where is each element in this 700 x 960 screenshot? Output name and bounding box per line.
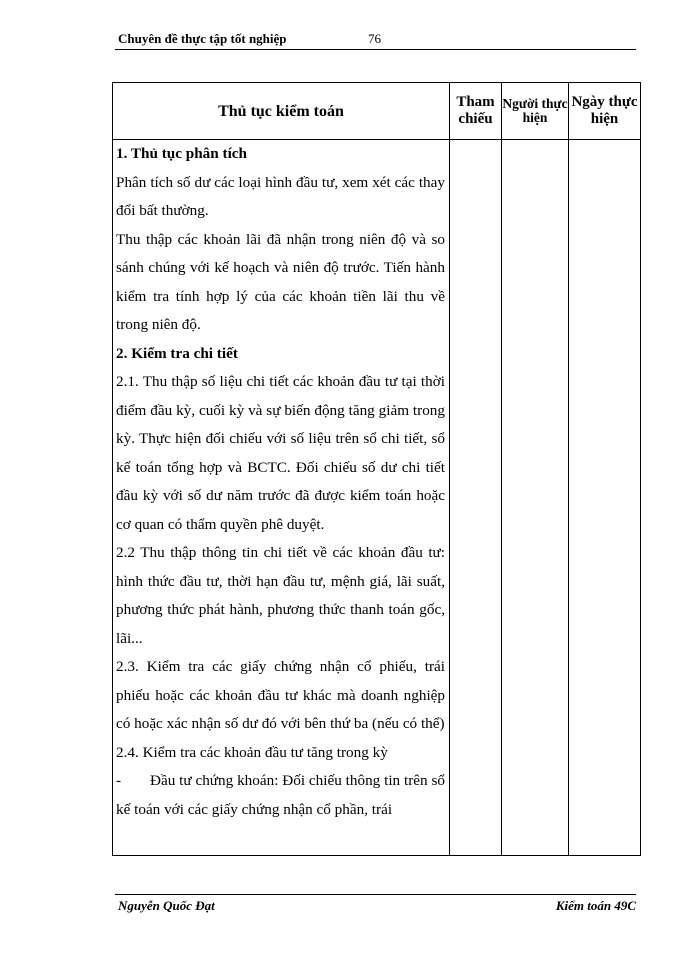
procedure-cell	[113, 140, 450, 856]
footer-class: Kiểm toán 49C	[555, 898, 636, 913]
paragraph: Thu thập các khoản lãi đã nhận trong niên độ và so sánh chúng với kế hoạch và niên độ trước. Tiến hành kiểm tra tính hợp lý của các khoản tiền lãi thu về trong niên độ.	[116, 230, 445, 333]
column-header-reference: Tham chiếu	[450, 83, 502, 140]
dash-bullet: -	[116, 772, 122, 789]
section-heading-detail: 2. Kiểm tra chi tiết	[116, 344, 238, 362]
audit-procedure-table	[112, 82, 641, 856]
paragraph: Phân tích số dư các loại hình đầu tư, xem xét các thay đổi bất thường.	[116, 173, 445, 219]
paragraph: 2.4. Kiểm tra các khoản đầu tư tăng trong kỳ	[116, 743, 388, 761]
column-header-procedure: Thủ tục kiểm toán	[113, 83, 450, 140]
date-cell	[569, 140, 641, 856]
reference-cell	[450, 140, 502, 856]
paragraph: 2.2 Thu thập thông tin chi tiết về các khoản đầu tư: hình thức đầu tư, thời hạn đầu tư, mệnh giá, lãi suất, phương thức phát hành, phương thức thanh toán gốc, lãi...	[116, 544, 445, 647]
footer-divider	[115, 894, 636, 895]
section-heading-analysis: 1. Thủ tục phân tích	[116, 145, 247, 162]
performer-cell	[502, 140, 569, 856]
table-row	[113, 140, 641, 856]
column-header-performer: Người thực hiện	[502, 83, 569, 140]
header-divider	[115, 49, 636, 50]
column-header-date: Ngày thực hiện	[569, 83, 641, 140]
paragraph: 2.3. Kiểm tra các giấy chứng nhận cổ phiếu, trái phiếu hoặc các khoản đầu tư khác mà doanh nghiệp có hoặc xác nhận số dư đó với bên thứ ba (nếu có thể)	[116, 658, 445, 732]
page-number: 76	[368, 31, 381, 46]
footer-author: Nguyễn Quốc Đạt	[118, 898, 215, 913]
header-title: Chuyên đề thực tập tốt nghiệp	[118, 31, 287, 46]
list-item-text: Đầu tư chứng khoán: Đối chiếu thông tin trên sổ kế toán với các giấy chứng nhận cổ phần, trái	[116, 772, 445, 818]
list-item	[116, 767, 445, 824]
table-header-row	[113, 83, 641, 140]
paragraph: 2.1. Thu thập số liệu chi tiết các khoản đầu tư tại thời điểm đầu kỳ, cuối kỳ và sự biến động tăng giảm trong kỳ. Thực hiện đối chiếu với số liệu trên sổ chi tiết, sổ kế toán tổng hợp và BCTC. Đối chiếu số dư chi tiết đầu kỳ với số dư năm trước đã được kiểm toán hoặc cơ quan có thẩm quyền phê duyệt.	[116, 373, 445, 533]
